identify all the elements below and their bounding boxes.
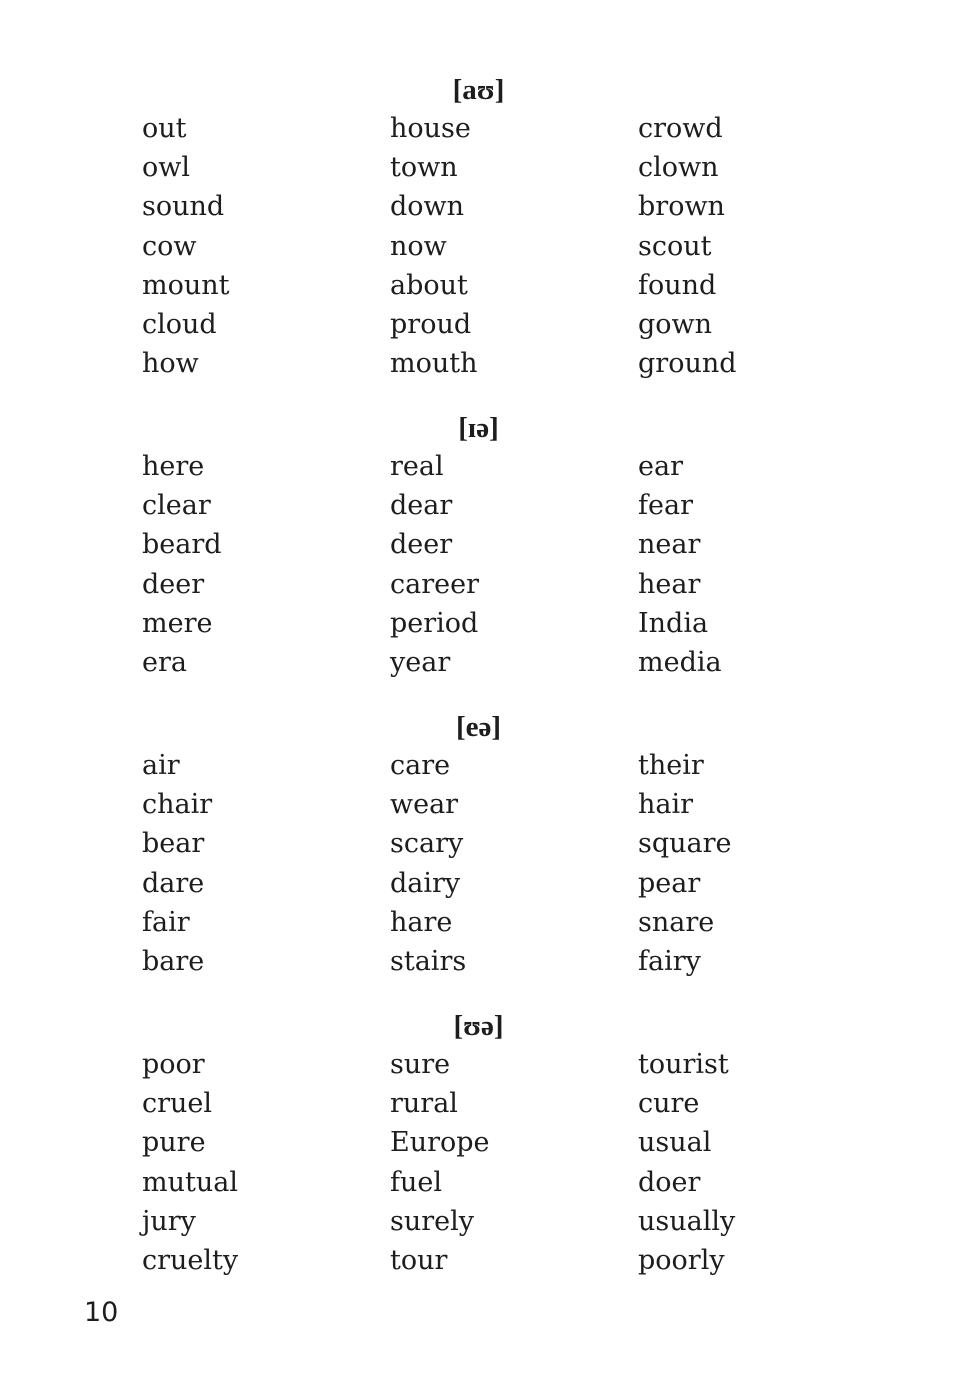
word: clown	[638, 152, 719, 184]
word: dare	[142, 867, 205, 899]
word: cure	[638, 1088, 700, 1120]
word: beard	[142, 529, 222, 561]
word-column-1	[142, 1045, 382, 1280]
word: their	[638, 750, 704, 781]
word: stairs	[390, 945, 467, 977]
word: fairy	[638, 945, 701, 977]
word-column-1	[142, 746, 382, 981]
word: real	[390, 451, 444, 482]
word: brown	[638, 191, 725, 223]
word: mere	[142, 607, 213, 639]
word: care	[390, 750, 451, 781]
word: poor	[142, 1049, 205, 1080]
word: town	[390, 152, 458, 184]
word: dear	[390, 490, 453, 522]
word: scout	[638, 230, 712, 262]
word: near	[638, 529, 701, 561]
word: poorly	[638, 1244, 725, 1276]
word: usual	[638, 1127, 712, 1159]
word: snare	[638, 906, 715, 938]
word: gown	[638, 308, 713, 340]
section-heading: [eə]	[455, 711, 502, 743]
word: here	[142, 451, 205, 482]
word: air	[142, 750, 180, 781]
word: surely	[390, 1205, 475, 1237]
word: now	[390, 230, 447, 262]
word: tourist	[638, 1049, 729, 1080]
word: sure	[390, 1049, 451, 1080]
word: jury	[142, 1205, 196, 1237]
word-column-2	[390, 1045, 630, 1280]
word: pure	[142, 1127, 206, 1159]
word: out	[142, 113, 187, 144]
word: period	[390, 607, 479, 639]
word: fuel	[390, 1166, 442, 1198]
word: hair	[638, 789, 694, 821]
word-column-2	[390, 447, 630, 682]
word: bare	[142, 945, 205, 977]
word: fear	[638, 490, 693, 522]
word: chair	[142, 789, 213, 821]
word: owl	[142, 152, 191, 184]
word: wear	[390, 789, 459, 821]
word: about	[390, 269, 468, 301]
word: mount	[142, 269, 230, 301]
word: ear	[638, 451, 683, 482]
word-column-3	[638, 447, 878, 682]
word: media	[638, 646, 722, 678]
word: square	[638, 828, 732, 860]
word: usually	[638, 1205, 736, 1237]
word-column-3	[638, 746, 878, 981]
word: career	[390, 568, 479, 600]
word: mutual	[142, 1166, 238, 1198]
word: fair	[142, 906, 190, 938]
word: down	[390, 191, 465, 223]
word: cloud	[142, 308, 217, 340]
section-heading: [aʊ]	[452, 74, 505, 106]
word: India	[638, 607, 709, 639]
word: house	[390, 113, 471, 144]
word: doer	[638, 1166, 701, 1198]
word: year	[390, 646, 451, 678]
word: how	[142, 348, 199, 380]
word: cruelty	[142, 1244, 239, 1276]
word: Europe	[390, 1127, 490, 1159]
word: found	[638, 269, 717, 301]
word: deer	[142, 568, 205, 600]
word: deer	[390, 529, 453, 561]
word-column-1	[142, 109, 382, 383]
word-column-1	[142, 447, 382, 682]
word: ground	[638, 348, 737, 380]
word: hear	[638, 568, 701, 600]
word: cruel	[142, 1088, 213, 1120]
word: proud	[390, 308, 472, 340]
word: sound	[142, 191, 225, 223]
word: era	[142, 646, 187, 678]
word: dairy	[390, 867, 461, 899]
word-column-3	[638, 109, 878, 383]
word-column-2	[390, 746, 630, 981]
word: scary	[390, 828, 464, 860]
word-column-3	[638, 1045, 878, 1280]
word: hare	[390, 906, 453, 938]
page-number: 10	[84, 1297, 119, 1328]
word: pear	[638, 867, 701, 899]
word: tour	[390, 1244, 448, 1276]
section-heading: [ʊə]	[453, 1010, 504, 1042]
word: clear	[142, 490, 211, 522]
word: mouth	[390, 348, 478, 380]
word: rural	[390, 1088, 458, 1120]
word: bear	[142, 828, 205, 860]
section-heading: [ɪə]	[458, 412, 499, 444]
word-column-2	[390, 109, 630, 383]
word: cow	[142, 230, 197, 262]
word: crowd	[638, 113, 723, 144]
